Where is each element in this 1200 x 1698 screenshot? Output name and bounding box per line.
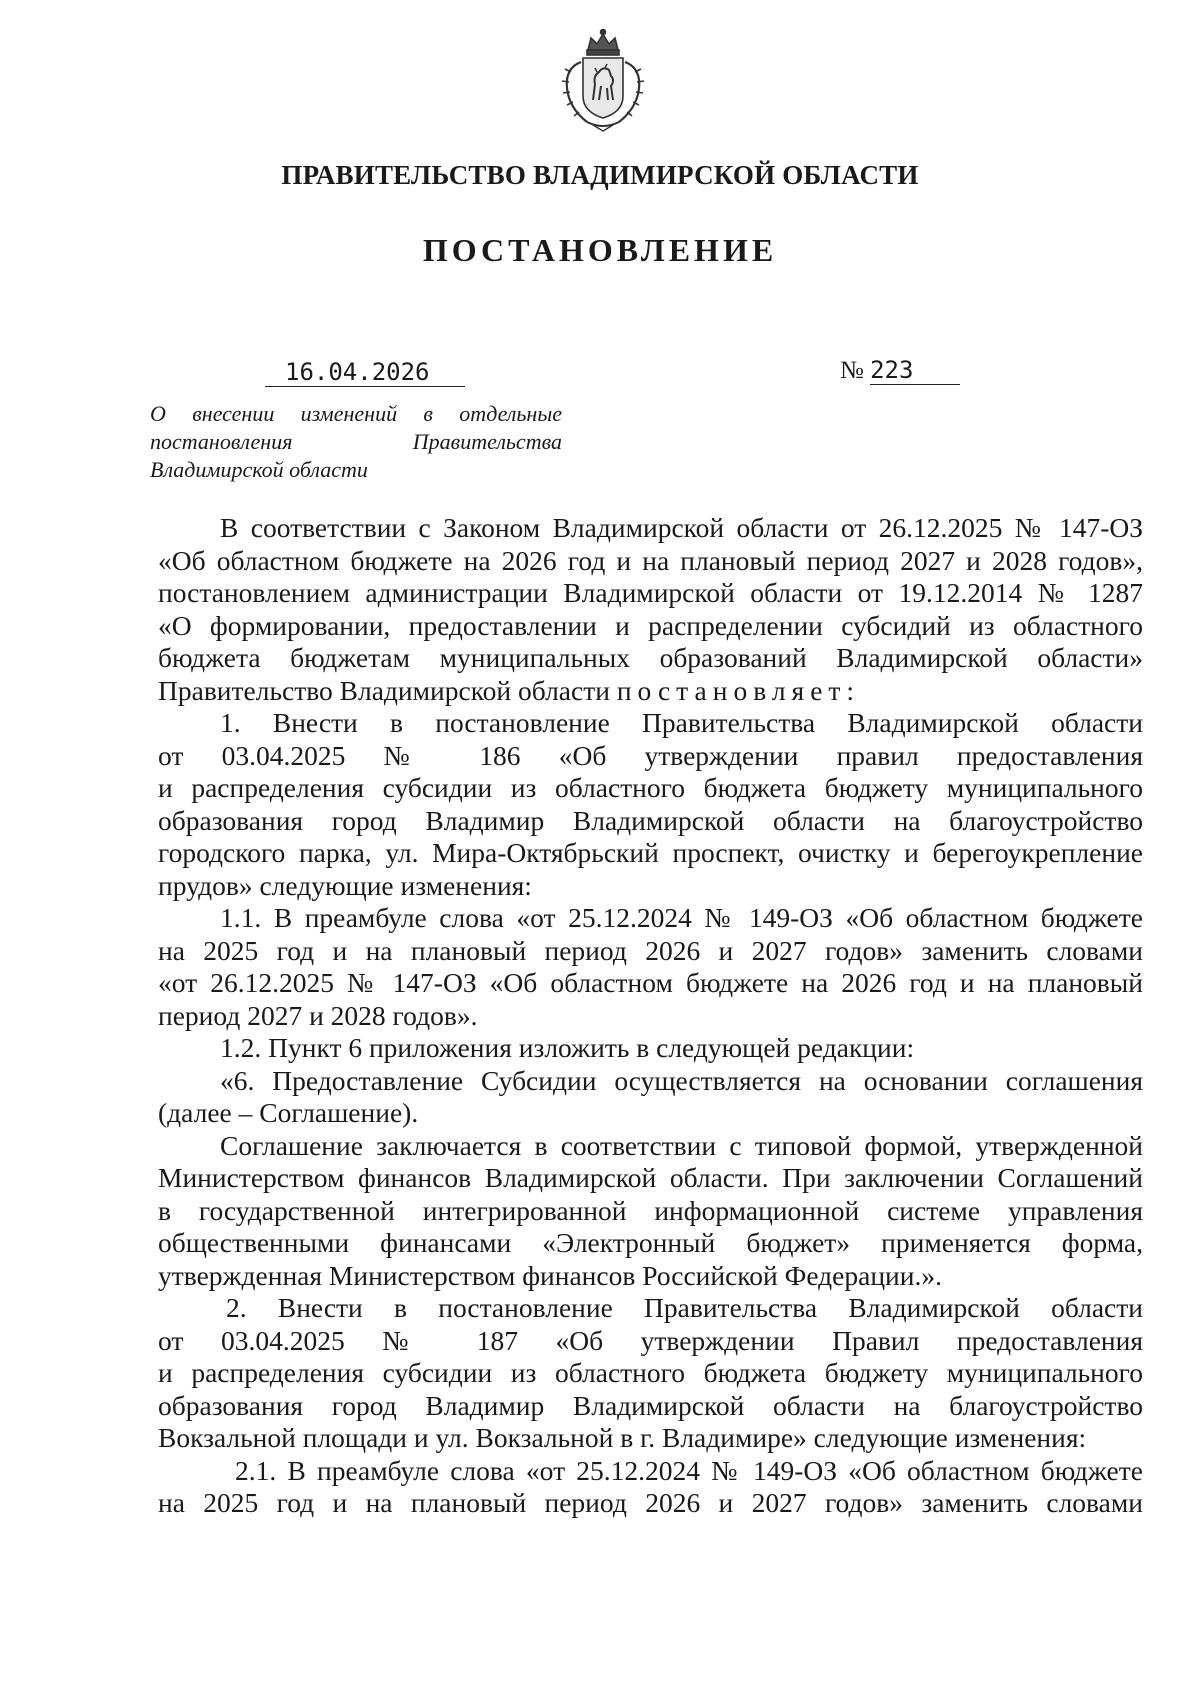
subject-line: Владимирской области (150, 457, 368, 482)
body-line: бюджета бюджетам муниципальных образований Владимирской области» (158, 642, 1143, 673)
decree-word: постановляет: (616, 674, 861, 706)
body-line: от 03.04.2025 № 187 «Об утверждении Правил предоставления (158, 1324, 1143, 1356)
number-value: 223 (870, 356, 960, 385)
body-line: 2. Внести в постановление Правительства Владимирской области (226, 1292, 1143, 1323)
body-line: Вокзальной площади и ул. Вокзальной в г. Владимире» следующие изменения: (158, 1422, 1087, 1453)
body-line: образования город Владимир Владимирской области на благоустройство (158, 804, 1143, 836)
body-line: 1.1. В преамбуле слова «от 25.12.2024 № 149-ОЗ «Об областном бюджете (220, 902, 1143, 933)
document-date: 16.04.2026 (265, 358, 465, 387)
body-line: 1. Внести в постановление Правительства Владимирской области (220, 707, 1143, 738)
body-line: «О формировании, предоставлении и распределении субсидий из областного (158, 609, 1143, 641)
document-type-title: ПОСТАНОВЛЕНИЕ (422, 232, 778, 268)
body-line: образования город Владимир Владимирской области на благоустройство (158, 1389, 1143, 1421)
body-line: «Об областном бюджете на 2026 год и на плановый период 2027 и 2028 годов», (158, 544, 1143, 576)
body-line: и распределения субсидии из областного бюджета бюджету муниципального (158, 1357, 1143, 1388)
body-line: от 03.04.2025 № 186 «Об утверждении правил предоставления (158, 739, 1143, 771)
body-line: (далее – Соглашение). (158, 1097, 419, 1128)
government-title: ПРАВИТЕЛЬСТВО ВЛАДИМИРСКОЙ ОБЛАСТИ (281, 160, 919, 190)
document-subject (150, 400, 562, 484)
coat-of-arms-icon (553, 28, 653, 133)
body-line: утвержденная Министерством финансов Российской Федерации.». (158, 1259, 942, 1291)
body-line: «6. Предоставление Субсидии осуществляется на основании соглашения (220, 1064, 1143, 1096)
body-line: на 2025 год и на плановый период 2026 и 2027 годов» заменить словами (158, 934, 1143, 966)
document-number (840, 356, 960, 385)
body-line: городского парка, ул. Мира-Октябрьский проспект, очистку и берегоукрепление (158, 837, 1143, 868)
body-line: прудов» следующие изменения: (158, 869, 532, 901)
number-label: № (840, 357, 864, 384)
body-line: «от 26.12.2025 № 147-ОЗ «Об областном бюджете на 2026 год и на плановый (158, 967, 1143, 998)
body-line-text: Правительство Владимирской области (158, 674, 617, 706)
body-line: общественными финансами «Электронный бюджет» применяется форма, (158, 1227, 1143, 1258)
body-line (158, 675, 1143, 708)
body-line: Соглашение заключается в соответствии с типовой формой, утвержденной (220, 1129, 1143, 1161)
body-line: постановлением администрации Владимирской области от 19.12.2014 № 1287 (158, 577, 1143, 608)
body-line: 1.2. Пункт 6 приложения изложить в следующей редакции: (220, 1032, 915, 1063)
body-line: на 2025 год и на плановый период 2026 и 2027 годов» заменить словами (158, 1487, 1143, 1518)
body-line: в государственной интегрированной информационной системе управления (158, 1194, 1143, 1226)
body-line: 2.1. В преамбуле слова «от 25.12.2024 № 149-ОЗ «Об областном бюджете (235, 1454, 1143, 1486)
document-body (158, 512, 1143, 1520)
body-line: период 2027 и 2028 годов». (158, 999, 478, 1031)
body-line: В соответствии с Законом Владимирской области от 26.12.2025 № 147-ОЗ (220, 512, 1143, 543)
body-line: Министерством финансов Владимирской области. При заключении Соглашений (158, 1162, 1143, 1193)
body-line: и распределения субсидии из областного бюджета бюджету муниципального (158, 772, 1143, 803)
subject-line: постановления Правительства (150, 429, 562, 454)
subject-line: О внесении изменений в отдельные (150, 401, 562, 426)
